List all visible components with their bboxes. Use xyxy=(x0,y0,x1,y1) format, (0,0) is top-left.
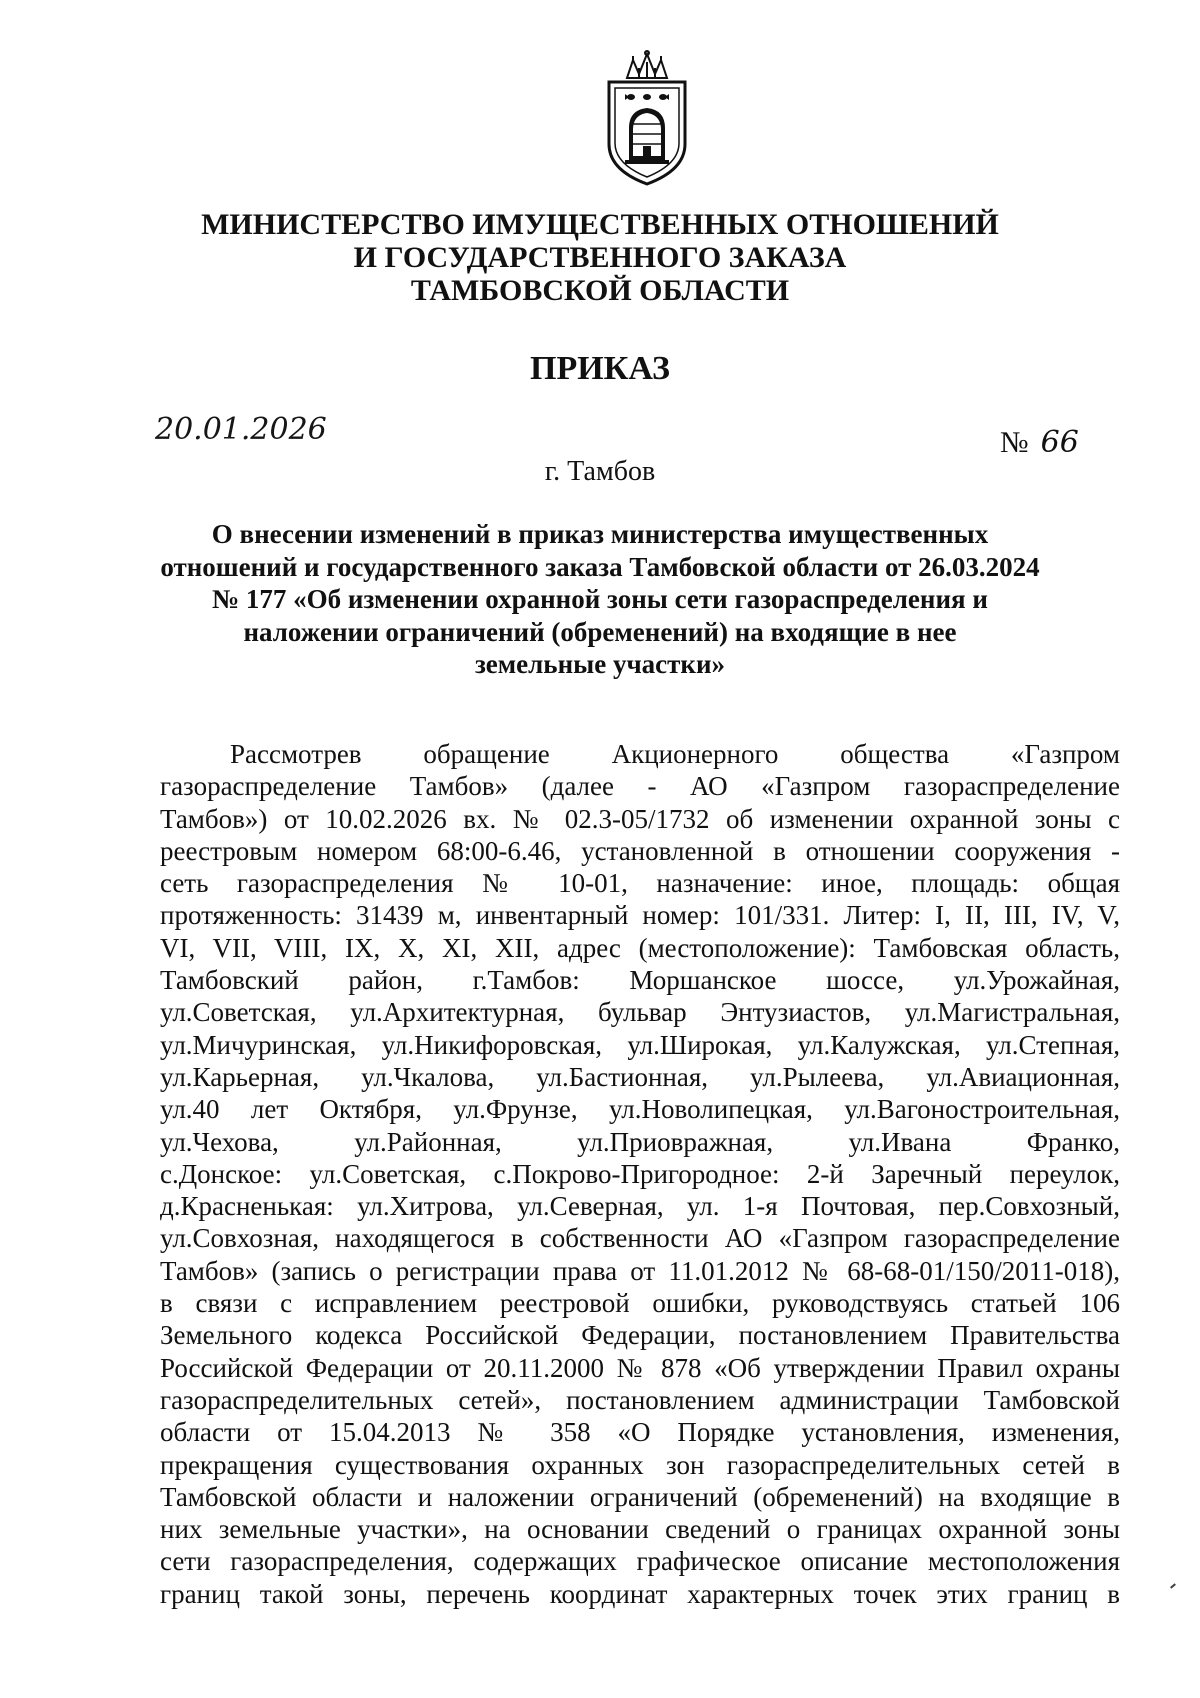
subject-line: земельные участки» xyxy=(474,649,726,679)
body-line: ул.Советская, ул.Архитектурная, бульвар Энтузиастов, ул.Магистральная, xyxy=(160,997,1120,1028)
handwritten-date: 20.01.2026 xyxy=(155,412,327,447)
subject-line: отношений и государственного заказа Тамбовской области от 26.03.2024 xyxy=(160,551,1040,582)
number-label: № xyxy=(1000,426,1029,459)
number-value: 66 xyxy=(1040,425,1079,460)
subject-line: наложении ограничений (обременений) на входящие в нее xyxy=(243,616,957,647)
body-line: Тамбовский район, г.Тамбов: Моршанское шоссе, ул.Урожайная, xyxy=(160,965,1120,996)
ministry-line: И ГОСУДАРСТВЕННОГО ЗАКАЗА xyxy=(353,241,847,274)
body-line: в связи с исправлением реестровой ошибки, руководствуясь статьей 106 xyxy=(160,1288,1120,1319)
body-line: сети газораспределения, содержащих графическое описание местоположения xyxy=(160,1546,1120,1577)
body-line: них земельные участки», на основании сведений о границах охранной зоны xyxy=(160,1514,1120,1545)
coat-of-arms-emblem xyxy=(597,48,697,188)
body-line: Тамбов» (запись о регистрации права от 11.01.2012 № 68-68-01/150/2011-018), xyxy=(160,1255,1120,1286)
body-line: Российской Федерации от 20.11.2000 № 878 «Об утверждении Правил охраны xyxy=(160,1352,1120,1383)
body-line: ул.Чехова, ул.Районная, ул.Приовражная, ул.Ивана Франко, xyxy=(160,1126,1120,1157)
body-line: Тамбов») от 10.02.2026 вх. № 02.3-05/1732 об изменении охранной зоны с xyxy=(160,803,1120,834)
subject-line: О внесении изменений в приказ министерства имущественных xyxy=(211,519,989,549)
subject-line: № 177 «Об изменении охранной зоны сети газораспределения и xyxy=(212,584,988,614)
body-line: Рассмотрев обращение Акционерного общества «Газпром xyxy=(230,739,1120,769)
body-line: VI, VII, VIII, IX, X, XI, XII, адрес (местоположение): Тамбовская область, xyxy=(160,932,1120,963)
document-type-title: ПРИКАЗ xyxy=(530,350,670,387)
margin-mark xyxy=(1170,1583,1176,1588)
body-line: Тамбовской области и наложении ограничений (обременений) на входящие в xyxy=(160,1481,1120,1512)
body-line: сеть газораспределения № 10-01, назначение: иное, площадь: общая xyxy=(160,868,1120,899)
body-line: прекращения существования охранных зон газораспределительных сетей в xyxy=(160,1449,1120,1480)
order-subject xyxy=(160,518,1040,681)
body-line: ул.Совхозная, находящегося в собственности АО «Газпром газораспределение xyxy=(160,1223,1120,1254)
body-line: ул.40 лет Октября, ул.Фрунзе, ул.Новолипецкая, ул.Вагоностроительная, xyxy=(160,1094,1120,1125)
body-line: газораспределение Тамбов» (далее - АО «Газпром газораспределение xyxy=(160,771,1120,802)
body-line: газораспределительных сетей», постановлением администрации Тамбовской xyxy=(160,1384,1120,1415)
city: г. Тамбов xyxy=(544,456,656,487)
body-line: границ такой зоны, перечень координат характерных точек этих границ в xyxy=(160,1578,1120,1609)
body-paragraph xyxy=(160,738,1120,1610)
order-number xyxy=(1000,425,1079,460)
body-line: Земельного кодекса Российской Федерации, постановлением Правительства xyxy=(160,1320,1120,1351)
body-line: области от 15.04.2013 № 358 «О Порядке установления, изменения, xyxy=(160,1417,1120,1448)
ministry-line: ТАМБОВСКОЙ ОБЛАСТИ xyxy=(410,274,790,307)
body-line: с.Донское: ул.Советская, с.Покрово-Пригородное: 2-й Заречный переулок, xyxy=(160,1158,1120,1189)
body-line: д.Красненькая: ул.Хитрова, ул.Северная, ул. 1-я Почтовая, пер.Совхозный, xyxy=(160,1191,1120,1222)
ministry-name xyxy=(160,208,1040,307)
body-line: реестровым номером 68:00-6.46, установленной в отношении сооружения - xyxy=(160,835,1120,866)
ministry-line: МИНИСТЕРСТВО ИМУЩЕСТВЕННЫХ ОТНОШЕНИЙ xyxy=(201,208,999,241)
body-line: ул.Карьерная, ул.Чкалова, ул.Бастионная, ул.Рылеева, ул.Авиационная, xyxy=(160,1061,1120,1092)
body-line: ул.Мичуринская, ул.Никифоровская, ул.Широкая, ул.Калужская, ул.Степная, xyxy=(160,1029,1120,1060)
body-line: протяженность: 31439 м, инвентарный номер: 101/331. Литер: I, II, III, IV, V, xyxy=(160,900,1120,931)
